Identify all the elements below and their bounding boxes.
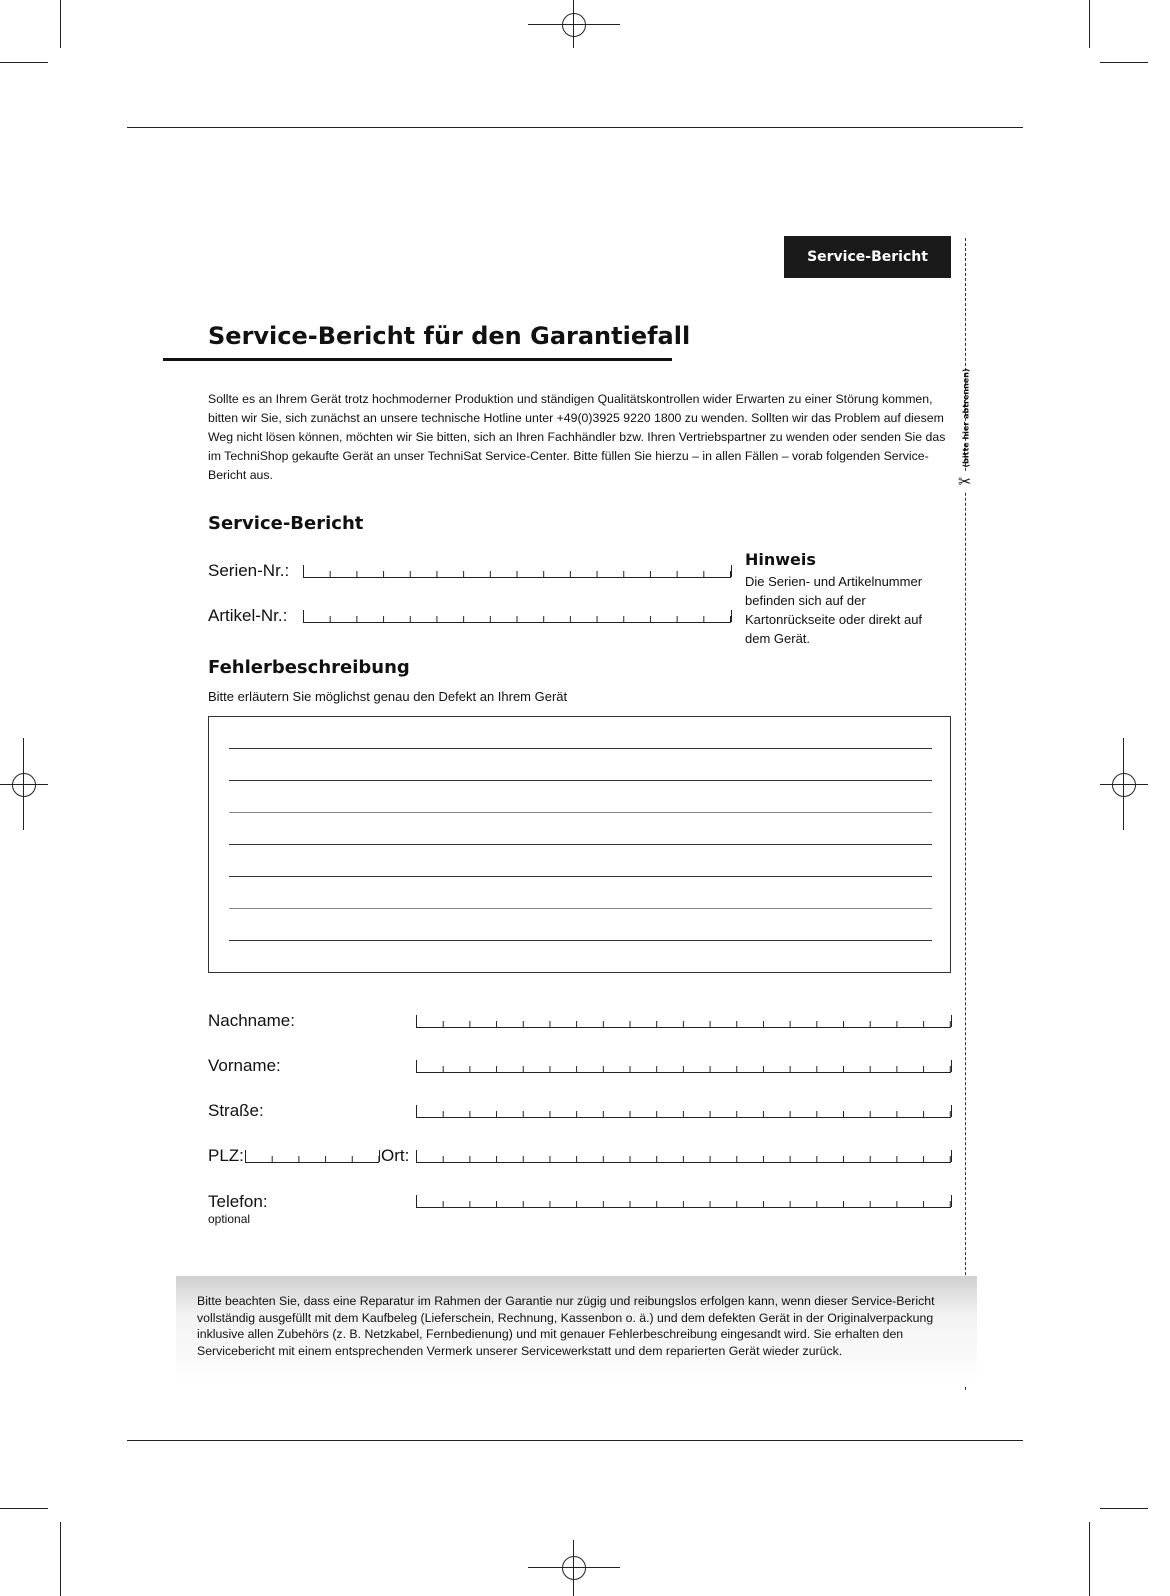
phone-label: Telefon: bbox=[208, 1192, 268, 1211]
phone-optional-label: optional bbox=[208, 1212, 251, 1226]
registration-mark bbox=[0, 784, 48, 785]
registration-mark bbox=[562, 13, 586, 37]
fault-subtitle: Bitte erläutern Sie möglichst genau den Defekt an Ihrem Gerät bbox=[208, 689, 568, 704]
crop-mark bbox=[60, 0, 61, 48]
street-input[interactable] bbox=[416, 1105, 951, 1118]
registration-mark bbox=[573, 0, 574, 48]
hint-heading: Hinweis bbox=[745, 550, 816, 569]
intro-text: Sollte es an Ihrem Gerät trotz hochmoderner Produktion und ständigen Qualitätskontrollen wider Erwarten zu einer Störung kommen, bitten wir Sie, sich zunächst an unsere technische Hotline unter +49(0)3925 9220 1800 zu wenden. Sollten wir das Problem auf diesem Weg nicht lösen können, möchten wir Sie bitten, sich an Ihren Fachhändler bzw. Ihren Vertriebspartner zu wenden oder senden Sie das im TechniShop gekaufte Gerät an unser TechniSat Service-Center. Bitte füllen Sie hierzu – in allen Fällen – vorab folgenden Service-Bericht aus. bbox=[208, 392, 946, 482]
registration-mark bbox=[1112, 773, 1136, 797]
serial-label: Serien-Nr.: bbox=[208, 561, 290, 580]
section-tab: Service-Bericht bbox=[784, 236, 951, 278]
city-input[interactable] bbox=[416, 1150, 951, 1163]
crop-mark bbox=[1100, 62, 1148, 63]
lastname-label: Nachname: bbox=[208, 1011, 295, 1030]
crop-mark bbox=[0, 62, 48, 63]
city-label: Ort: bbox=[381, 1146, 410, 1165]
zip-input[interactable] bbox=[245, 1150, 379, 1163]
fault-heading: Fehlerbeschreibung bbox=[208, 657, 410, 678]
street-label: Straße: bbox=[208, 1101, 264, 1120]
cut-label: (bitte hier abtrennen) bbox=[961, 368, 971, 468]
phone-input[interactable] bbox=[416, 1195, 951, 1208]
crop-mark bbox=[60, 1522, 61, 1596]
article-label: Artikel-Nr.: bbox=[208, 606, 288, 625]
crop-mark bbox=[0, 1508, 48, 1509]
registration-mark bbox=[562, 1556, 586, 1580]
scissors-icon: ✂ bbox=[958, 472, 972, 491]
title-underline bbox=[163, 358, 672, 361]
page-title: Service-Bericht für den Garantiefall bbox=[208, 322, 691, 350]
registration-mark bbox=[528, 24, 620, 25]
service-heading: Service-Bericht bbox=[208, 513, 364, 534]
bottom-rule bbox=[127, 1440, 1023, 1441]
cut-label-wrap bbox=[956, 368, 976, 470]
firstname-label: Vorname: bbox=[208, 1056, 281, 1075]
zip-label: PLZ: bbox=[208, 1146, 244, 1165]
firstname-input[interactable] bbox=[416, 1060, 951, 1073]
hint-text: Die Serien- und Artikelnummer befinden sich auf der Kartonrückseite oder direkt auf dem Gerät. bbox=[745, 574, 923, 646]
crop-mark bbox=[1089, 0, 1090, 48]
article-input[interactable] bbox=[303, 610, 731, 623]
serial-input[interactable] bbox=[303, 565, 731, 578]
fault-description-field[interactable] bbox=[208, 716, 951, 973]
registration-mark bbox=[573, 1540, 574, 1596]
lastname-input[interactable] bbox=[416, 1015, 951, 1028]
crop-mark bbox=[1100, 1508, 1148, 1509]
registration-mark bbox=[12, 773, 36, 797]
registration-mark bbox=[528, 1567, 620, 1568]
registration-mark bbox=[1100, 784, 1148, 785]
top-rule bbox=[127, 127, 1023, 128]
crop-mark bbox=[1089, 1522, 1090, 1596]
note-text: Bitte beachten Sie, dass eine Reparatur im Rahmen der Garantie nur zügig und reibungslos erfolgen kann, wenn dieser Service-Bericht vollständig ausgefüllt mit dem Kaufbeleg (Lieferschein, Rechnung, Kassenbon o. ä.) und dem defekten Gerät in der Originalverpackung inklusive allen Zubehörs (z. B. Netzkabel, Fernbedienung) und mit genauer Fehlerbeschreibung eingesandt wird. Sie erhalten den Servicebericht mit einem entsprechenden Vermerk unserer Servicewerkstatt und dem reparierten Gerät wieder zurück. bbox=[197, 1294, 935, 1358]
